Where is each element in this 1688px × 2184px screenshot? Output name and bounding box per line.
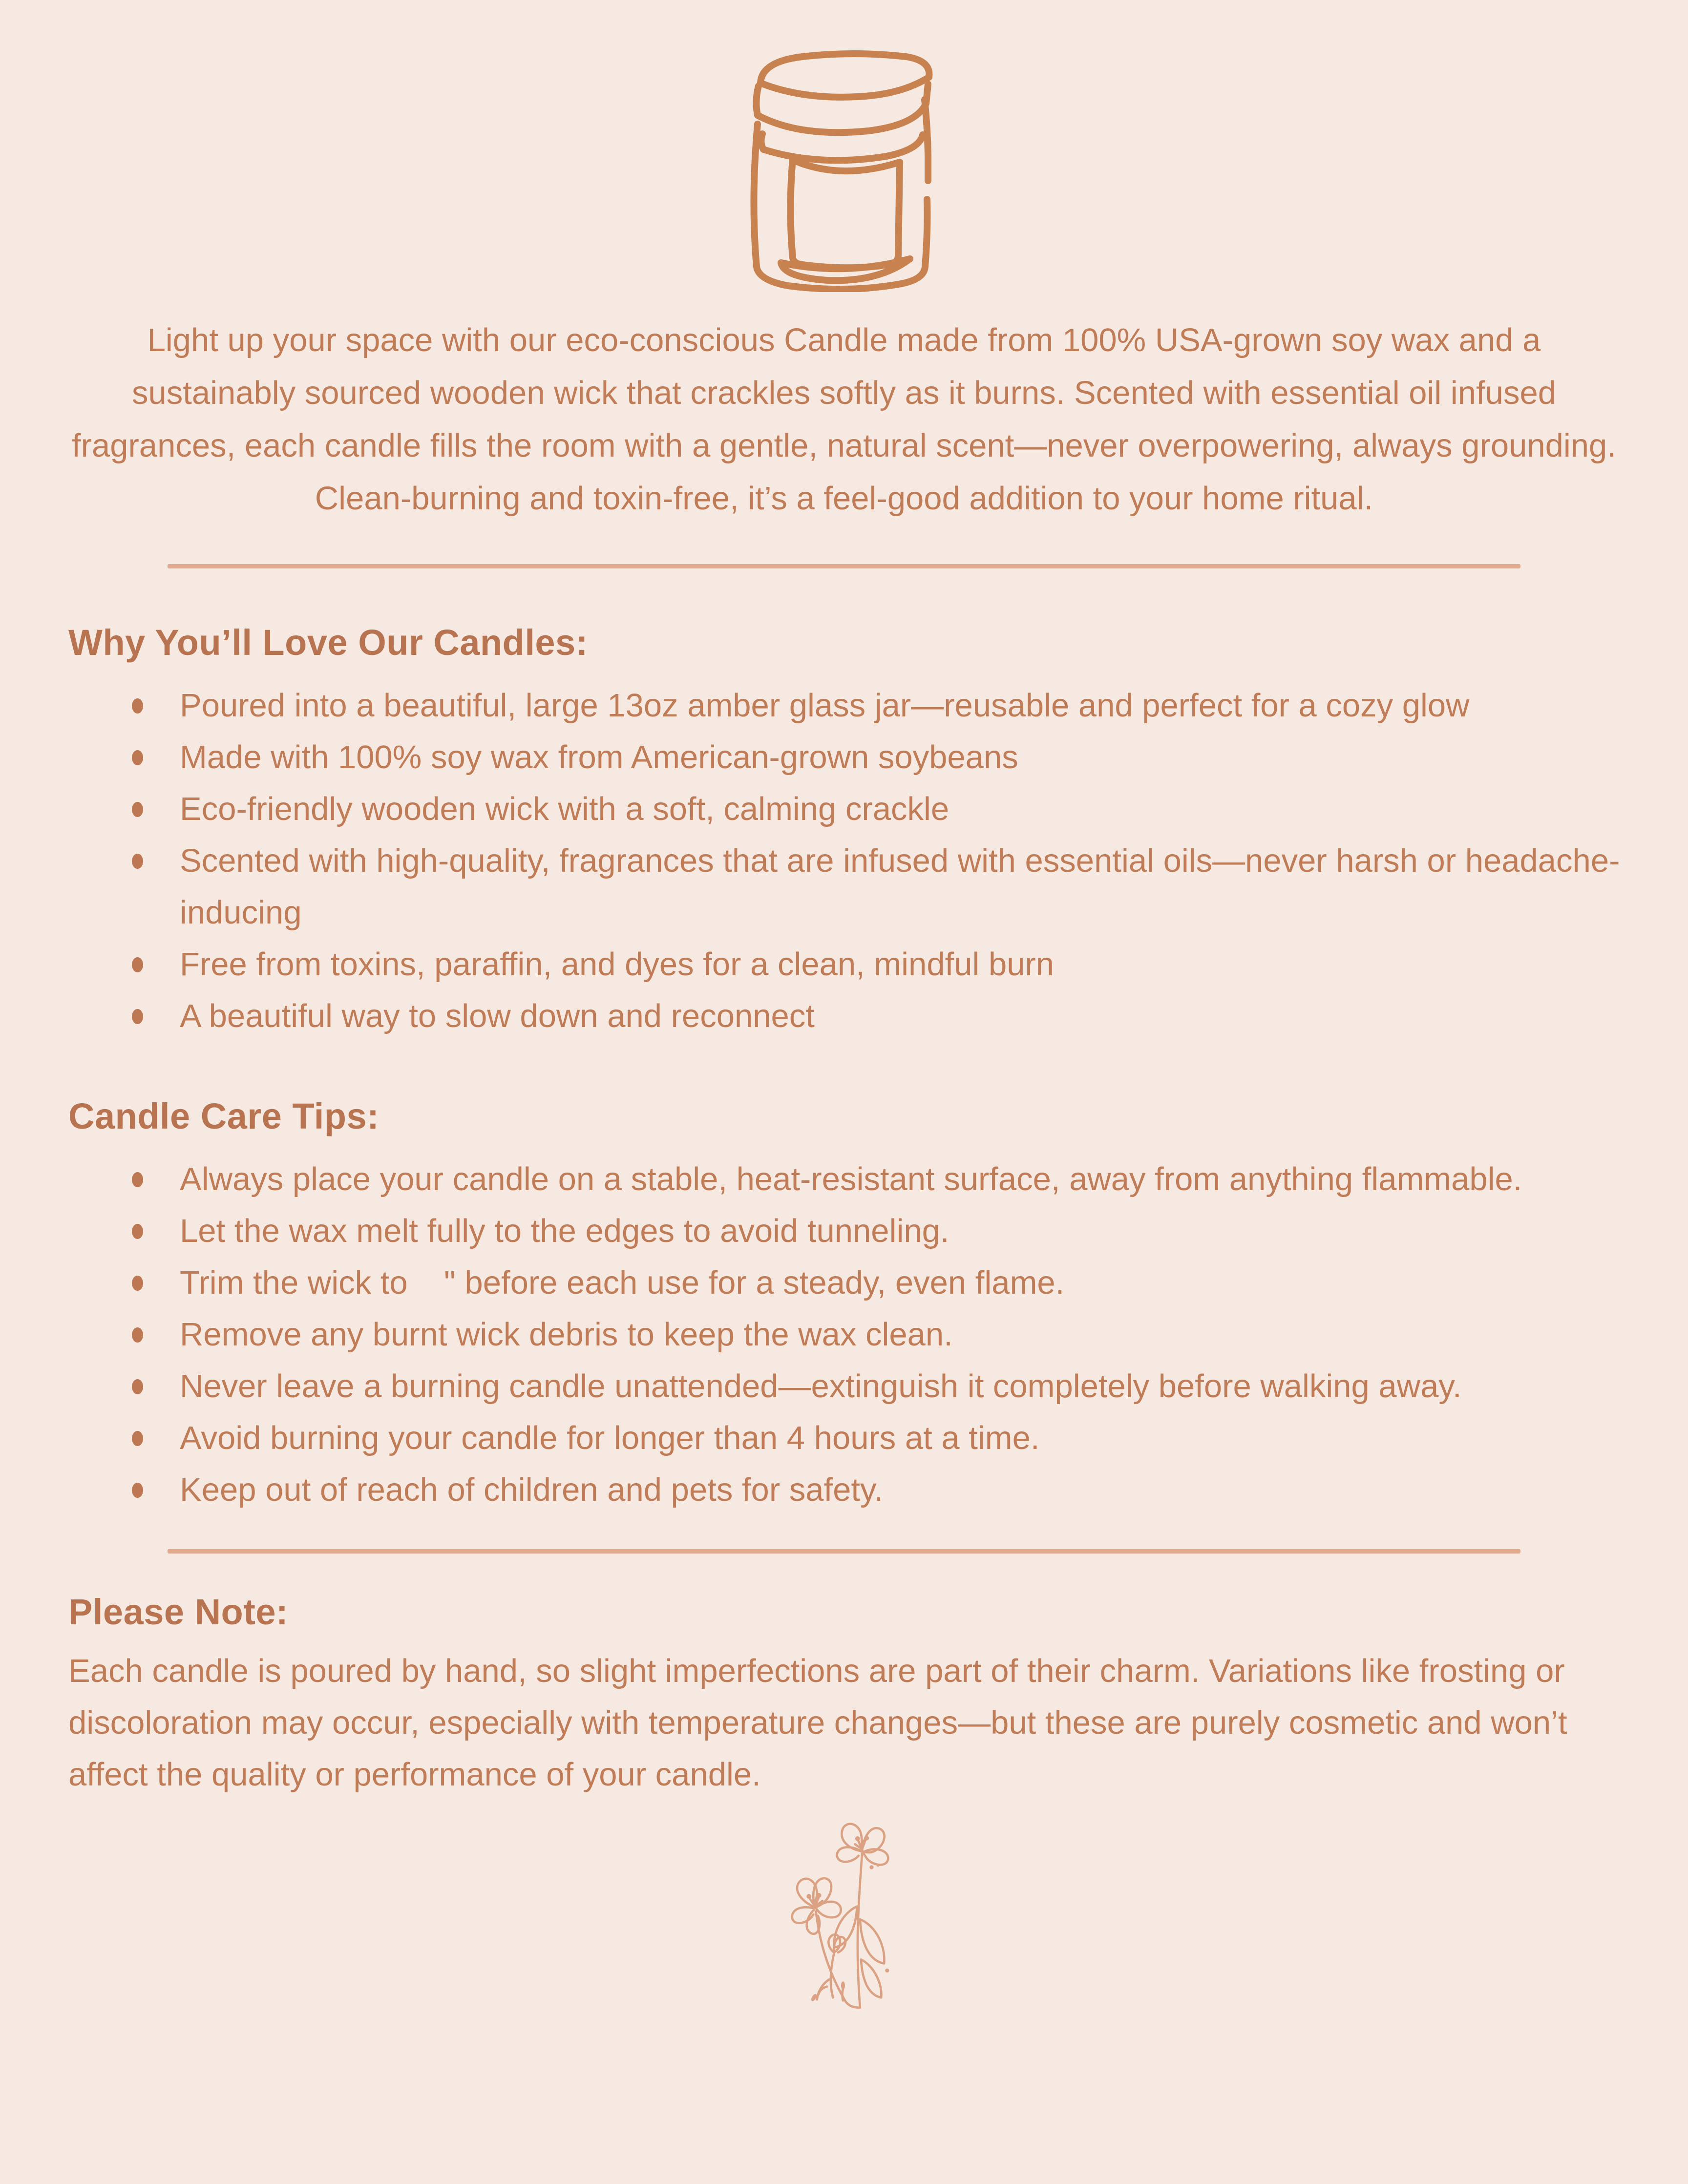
list-item: Never leave a burning candle unattended—extinguish it completely before walking away. xyxy=(131,1361,1644,1412)
list-item: Let the wax melt fully to the edges to avoid tunneling. xyxy=(131,1205,1644,1257)
list-item: Always place your candle on a stable, heat-resistant surface, away from anything flammable. xyxy=(131,1154,1644,1205)
note-section-heading: Please Note: xyxy=(68,1592,289,1632)
care-section-heading: Candle Care Tips: xyxy=(68,1096,380,1136)
intro-paragraph: Light up your space with our eco-conscious Candle made from 100% USA-grown soy wax and a sustainably sourced wooden wick that crackles softly as it burns. Scented with essential oil infused fragrances, each candle fills the room with a gentle, natural scent—never overpowering, always grounding. Clean-burning and toxin-free, it’s a feel-good addition to your home ritual. xyxy=(72,322,1616,517)
list-item: Poured into a beautiful, large 13oz amber glass jar—reusable and perfect for a cozy glow xyxy=(131,680,1644,732)
love-bullet-list xyxy=(68,680,1644,1042)
care-section xyxy=(0,1091,1688,1516)
list-item: Scented with high-quality, fragrances that are infused with essential oils—never harsh or headache-inducing xyxy=(131,835,1644,939)
love-section-heading: Why You’ll Love Our Candles: xyxy=(68,622,588,663)
section-divider xyxy=(168,564,1520,568)
note-paragraph: Each candle is poured by hand, so slight imperfections are part of their charm. Variations like frosting or discoloration may occur, especially with temperature changes—but these are purely cosmetic and won’t affect the quality or performance of your candle. xyxy=(68,1653,1567,1793)
list-item: A beautiful way to slow down and reconnect xyxy=(131,990,1644,1042)
list-item: Avoid burning your candle for longer than 4 hours at a time. xyxy=(131,1412,1644,1464)
love-section xyxy=(0,617,1688,1042)
wildflowers-icon xyxy=(768,1821,920,2012)
note-section xyxy=(0,1587,1688,1801)
care-bullet-list xyxy=(68,1154,1644,1516)
list-item: Made with 100% soy wax from American-grown soybeans xyxy=(131,732,1644,783)
list-item: Keep out of reach of children and pets for safety. xyxy=(131,1464,1644,1516)
list-item: Free from toxins, paraffin, and dyes for a clean, mindful burn xyxy=(131,939,1644,990)
header-illustration-area xyxy=(0,0,1688,294)
section-divider xyxy=(168,1549,1520,1554)
list-item: Trim the wick to " before each use for a steady, even flame. xyxy=(131,1257,1644,1309)
list-item: Remove any burnt wick debris to keep the wax clean. xyxy=(131,1309,1644,1361)
list-item: Eco-friendly wooden wick with a soft, calming crackle xyxy=(131,783,1644,835)
candle-jar-icon xyxy=(729,38,959,292)
footer-illustration-area xyxy=(0,1821,1688,2014)
